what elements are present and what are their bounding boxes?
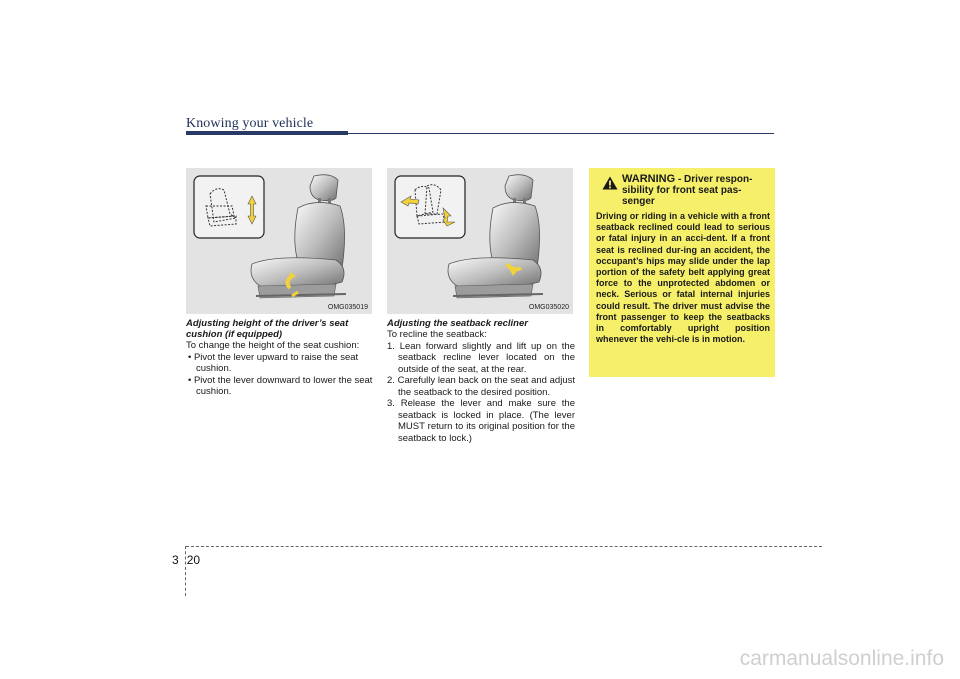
step-item: 2. Carefully lean back on the seat and adjust the seatback to the desired position. xyxy=(387,375,575,398)
section-intro: To recline the seatback: xyxy=(387,329,487,340)
warning-title xyxy=(622,174,770,207)
section-title: Knowing your vehicle xyxy=(186,116,314,131)
seatback-recliner-figure xyxy=(387,168,573,314)
warning-triangle-icon xyxy=(602,176,618,190)
warning-subject: - Driver respon-sibility for front seat pas-senger xyxy=(622,174,753,207)
page-number xyxy=(172,553,200,567)
figure-code: OMG035019 xyxy=(327,304,368,311)
warning-text: Driving or riding in a vehicle with a front seatback reclined could lead to serious or fatal injury in an acci-dent. If a front seat is reclined dur-ing an accident, the occupant’s hips may slide under the lap portion of the safety belt applying great force to the unprotected abdomen or neck. Serious or fatal internal injuries could result. The driver must advise the front passenger to keep the seatbacks in comfortably upright position whenever the vehi-cle is in motion. xyxy=(596,211,770,345)
seat-height-figure xyxy=(186,168,372,314)
bullet-item: • Pivot the lever upward to raise the seat cushion. xyxy=(188,351,359,374)
seat-height-section xyxy=(186,318,374,398)
warning-box xyxy=(589,168,775,377)
section-heading: Adjusting height of the driver’s seat cushion (if equipped) xyxy=(186,318,349,340)
step-item: 1. Lean forward slightly and lift up on the seatback recline lever located on the outside of the seat, at the rear. xyxy=(387,340,575,375)
header-rule-thin xyxy=(348,133,774,134)
figure-code: OMG035020 xyxy=(528,304,569,311)
page-number-value: 20 xyxy=(186,553,201,567)
watermark: carmanualsonline.info xyxy=(739,647,944,670)
section-intro: To change the height of the seat cushion: xyxy=(186,340,360,351)
chapter-number: 3 xyxy=(172,553,179,567)
footer-rule xyxy=(186,546,822,547)
seat-height-illustration xyxy=(186,168,372,314)
seatback-recliner-section xyxy=(387,318,575,444)
step-item: 3. Release the lever and make sure the seatback is locked in place. (The lever MUST return to its original position for the seatback to lock.) xyxy=(387,398,575,444)
bullet-item: • Pivot the lever downward to lower the seat cushion. xyxy=(188,374,373,397)
warning-label: WARNING xyxy=(622,173,676,185)
header-rule-thick xyxy=(186,131,348,135)
section-heading: Adjusting the seatback recliner xyxy=(387,318,528,329)
seatback-recliner-illustration xyxy=(387,168,573,314)
warning-header xyxy=(596,174,770,207)
